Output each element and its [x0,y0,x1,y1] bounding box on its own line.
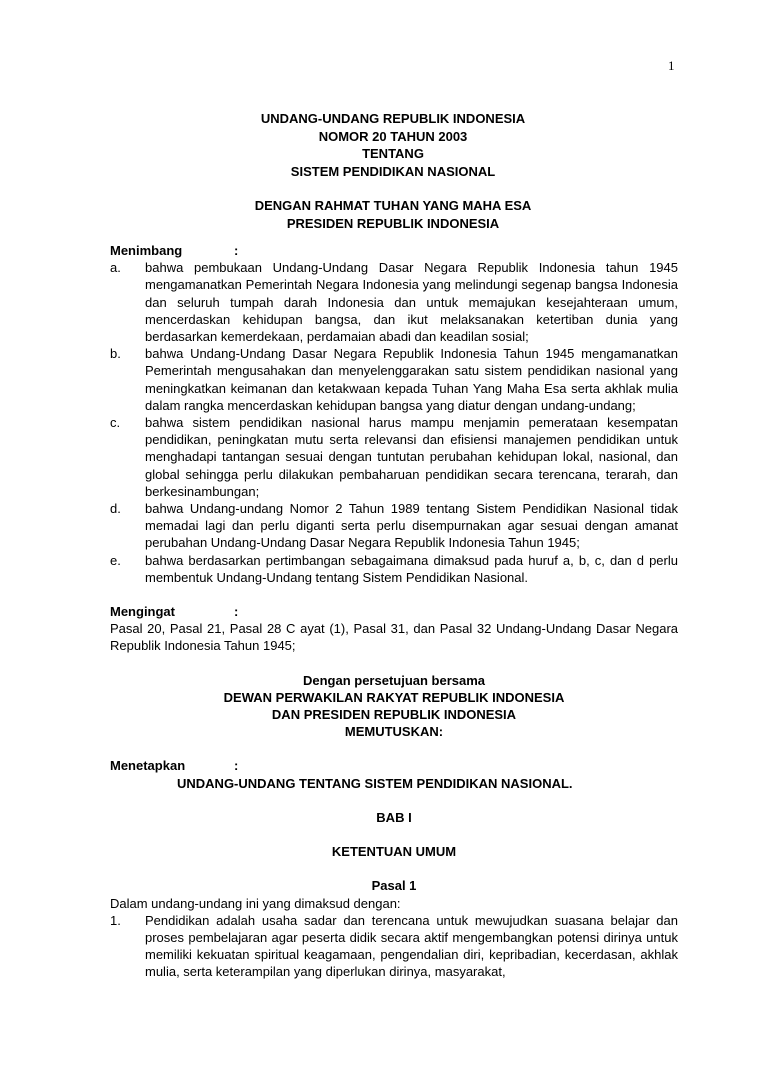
bab-subtitle: KETENTUAN UMUM [331,844,457,860]
title-line-6: PRESIDEN REPUBLIK INDONESIA [286,215,500,231]
list-item [110,500,678,552]
mengingat-heading [110,603,678,620]
list-item-text: bahwa sistem pendidikan nasional harus mampu menjamin pemerataan kesempatan pendidikan, peningkatan mutu serta relevansi dan efisiensi manajemen pendidikan untuk menghadapi tantangan sesuai dengan tuntutan perubahan kehidupan lokal, nasional, dan global sehingga perlu dilakukan pembaharuan pendidikan secara terencana, terarah, dan berkesinambungan; [145,415,678,499]
persetujuan-block [110,672,678,741]
document-body [110,242,678,981]
title-line-1: UNDANG-UNDANG REPUBLIK INDONESIA [260,111,526,126]
list-item [110,912,678,981]
persetujuan-line-1: Dengan persetujuan bersama [302,672,486,688]
bab-title: BAB I [376,809,412,825]
list-marker: c. [110,415,121,431]
document-title-block [200,110,586,232]
persetujuan-line-4: MEMUTUSKAN: [344,724,444,740]
list-item-text: bahwa Undang-undang Nomor 2 Tahun 1989 tentang Sistem Pendidikan Nasional tidak memadai lagi dan perlu diganti serta perlu disempurnakan agar sesuai dengan amanat perubahan Undang-Undang Dasar Negara Republik Indonesia Tahun 1945; [145,501,678,551]
list-item-text: bahwa pembukaan Undang-Undang Dasar Negara Republik Indonesia tahun 1945 mengamanatkan Pemerintah Negara Indonesia yang melindungi segenap bangsa Indonesia dan seluruh tumpah darah Indonesia dan untuk memajukan kesejahteraan umum, mencerdaskan kehidupan bangsa, dan ikut melaksanakan ketertiban dunia yang berdasarkan kemerdekaan, perdamaian abadi dan keadilan sosial; [145,260,678,345]
menimbang-label: Menimbang [110,243,183,258]
menimbang-list [110,259,678,586]
menimbang-colon: : [234,243,239,258]
list-marker: a. [110,260,121,276]
menetapkan-heading [110,757,678,774]
menetapkan-text: UNDANG-UNDANG TENTANG SISTEM PENDIDIKAN NASIONAL. [177,775,573,791]
list-marker: b. [110,346,121,362]
mengingat-text: Pasal 20, Pasal 21, Pasal 28 C ayat (1), Pasal 31, dan Pasal 32 Undang-Undang Dasar Negara Republik Indonesia Tahun 1945; [110,621,678,654]
page-number: 1 [668,58,675,73]
title-line-4: SISTEM PENDIDIKAN NASIONAL [290,163,496,179]
title-line-2: NOMOR 20 TAHUN 2003 [318,128,468,144]
persetujuan-line-3: DAN PRESIDEN REPUBLIK INDONESIA [271,707,517,723]
list-item-text: bahwa Undang-Undang Dasar Negara Republik Indonesia Tahun 1945 mengamanatkan Pemerintah mengusahakan dan menyelenggarakan satu sistem pendidikan nasional yang meningkatkan keimanan dan ketakwaan kepada Tuhan Yang Maha Esa serta akhlak mulia dalam rangka mencerdaskan kehidupan bangsa yang diatur dengan undang-undang; [145,346,678,413]
menetapkan-label: Menetapkan [110,758,186,774]
list-marker: d. [110,501,121,517]
list-item [110,345,678,414]
menimbang-heading [110,242,678,259]
list-marker: 1. [110,912,121,928]
persetujuan-line-2: DEWAN PERWAKILAN RAKYAT REPUBLIK INDONESIA [223,689,565,705]
list-item [110,414,678,500]
title-line-5: DENGAN RAHMAT TUHAN YANG MAHA ESA [254,198,532,213]
list-item-text: Pendidikan adalah usaha sadar dan terencana untuk mewujudkan suasana belajar dan proses pembelajaran agar peserta didik secara aktif mengembangkan potensi dirinya untuk memiliki kekuatan spiritual keagamaan, pengendalian diri, kepribadian, kecerdasan, akhlak mulia, serta keterampilan yang diperlukan dirinya, masyarakat, [145,912,678,980]
list-item [110,552,678,586]
pasal-intro: Dalam undang-undang ini yang dimaksud dengan: [110,895,401,911]
menetapkan-colon: : [234,758,239,774]
mengingat-colon: : [234,604,239,620]
list-marker: e. [110,552,121,568]
pasal-title: Pasal 1 [371,878,417,894]
list-item [110,259,678,345]
title-line-3: TENTANG [362,146,424,161]
list-item-text: bahwa berdasarkan pertimbangan sebagaimana dimaksud pada huruf a, b, c, dan d perlu membentuk Undang-Undang tentang Sistem Pendidikan Nasional. [145,552,678,585]
mengingat-label: Mengingat [110,604,175,620]
